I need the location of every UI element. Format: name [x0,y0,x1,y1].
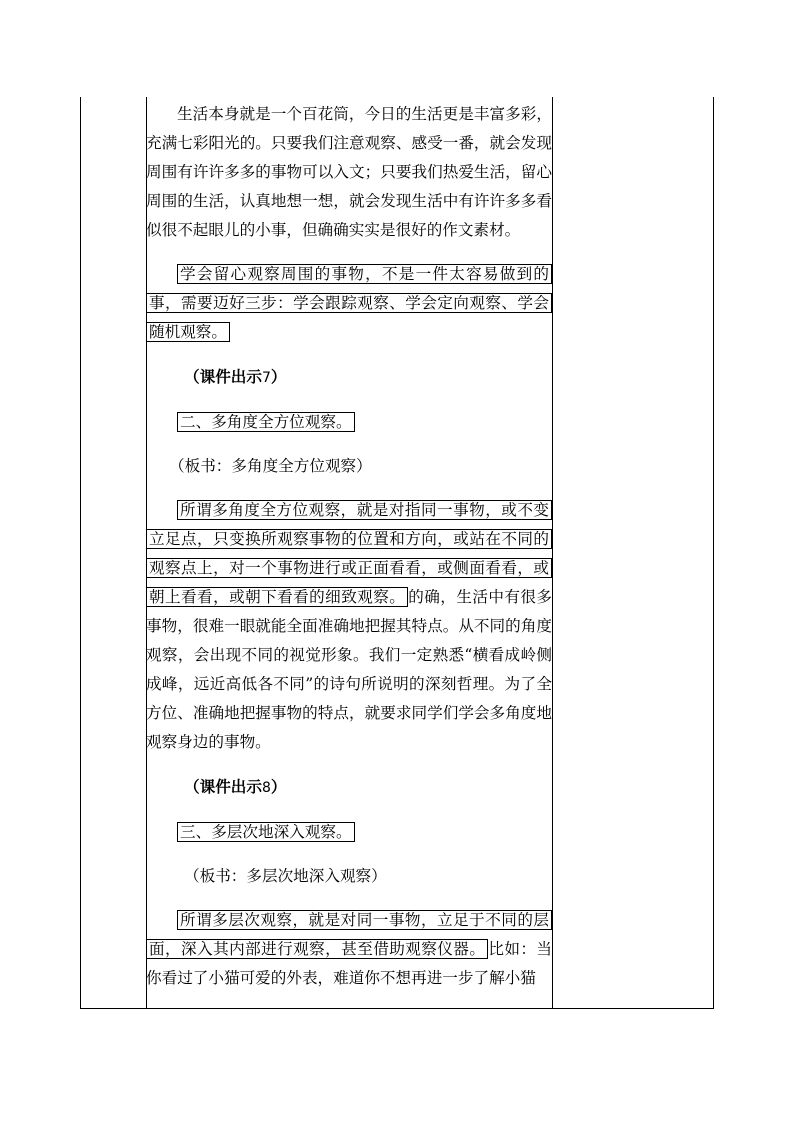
table-border-left [80,97,81,1009]
board-note-three: （板书：多层次地深入观察） [184,867,387,885]
board-note-two: （板书：多角度全方位观察） [169,457,372,475]
table-border-col2 [552,97,553,1009]
table-border-bottom [80,1008,714,1009]
courseware-7: （课件出示7） [184,367,287,386]
paragraph-life: 生活本身就是一个百花筒，今日的生活更是丰富多彩，充满七彩阳光的。只要我们注意观察、感受一番，就会发现周围有许许多多的事物可以入文；只要我们热爱生活，留心周围的生活，认真地想一想，就会发现生活中有许许多多看似很不起眼儿的小事，但确确实实是很好的作文素材。 [146,105,552,239]
paragraph-multi-angle: 所谓多角度全方位观察，就是对指同一事物，或不变立足点，只变换所观察事物的位置和方向，或站在不同的观察点上，对一个事物进行或正面看看，或侧面看看，或朝上看看，或朝下看看的细致观察。 的确，生活中有很多事物，很难一眼就能全面准确地把握其特点。从不同的角度观察，会出现不同的视觉形象。我们一定熟悉“横看成岭侧成峰，远近高低各不同”的诗句所说明的深刻哲理。为了全方位、准确地把握事物的特点，就要求同学们学会多角度地观察身边的事物。 [146,501,552,751]
paragraph-multi-level: 所谓多层次观察，就是对同一事物，立足于不同的层面，深入其内部进行观察，甚至借助观察仪器。 比如：当你看过了小猫可爱的外表，难道你不想再进一步了解小猫 [146,911,552,987]
courseware-8: （课件出示8） [184,777,287,796]
section-three-title: 三、多层次地深入观察。 [146,818,552,847]
paragraph-observe-steps [146,260,552,347]
table-border-right [713,97,714,1009]
boxed-text: 学会留心观察周围的事物，不是一件太容易做到的事，需要迈好三步：学会跟踪观察、学会定向观察、学会随机观察。 [146,264,552,342]
section-two-title: 二、多角度全方位观察。 [146,408,552,437]
lesson-content-cell [146,100,552,1008]
